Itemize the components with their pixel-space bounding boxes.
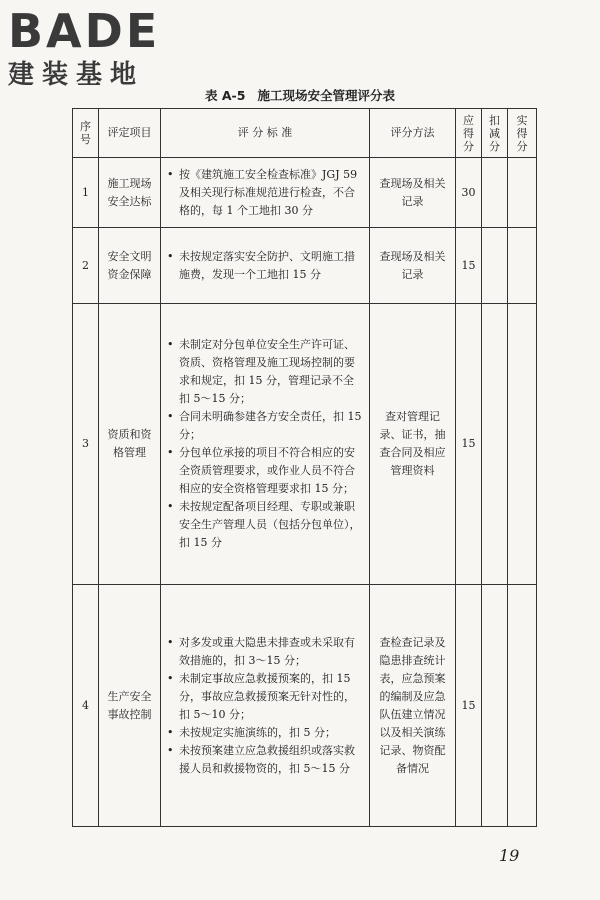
header-row [73, 109, 537, 158]
row-due: 15 [456, 585, 482, 827]
row-deduct [482, 228, 508, 304]
standard-item: • 未按预案建立应急救援组织或落实救援人员和救援物资的，扣 5～15 分 [167, 742, 363, 778]
row-no: 2 [73, 228, 99, 304]
row-item: 施工现场安全达标 [99, 158, 161, 228]
standard-item: • 合同未明确参建各方安全责任，扣 15 分； [167, 408, 363, 444]
table-row [73, 304, 537, 585]
row-standard [161, 585, 370, 827]
row-no: 1 [73, 158, 99, 228]
header-no: 序号 [73, 109, 99, 158]
row-standard [161, 304, 370, 585]
page-number: 19 [499, 846, 520, 865]
logo-text-cn: 建装基地 [8, 60, 145, 90]
header-due: 应得分 [456, 109, 482, 158]
row-item: 安全文明资金保障 [99, 228, 161, 304]
row-item: 生产安全事故控制 [99, 585, 161, 827]
table-number: 表 A-5 [205, 88, 246, 103]
row-actual [508, 304, 537, 585]
row-deduct [482, 585, 508, 827]
table-row [73, 228, 537, 304]
standard-item: • 未按规定实施演练的，扣 5 分； [167, 724, 363, 742]
standard-item: • 按《建筑施工安全检查标准》JGJ 59 及相关现行标准规范进行检查，不合格的，每 1 个工地扣 30 分 [167, 166, 363, 220]
row-actual [508, 585, 537, 827]
standard-item: • 未制定事故应急救援预案的，扣 15 分，事故应急救援预案无针对性的，扣 5～10 分； [167, 670, 363, 724]
row-method: 查现场及相关记录 [370, 228, 456, 304]
row-method: 查检查记录及隐患排查统计表，应急预案的编制及应急队伍建立情况以及相关演练记录、物资配备情况 [370, 585, 456, 827]
row-due: 15 [456, 228, 482, 304]
row-method: 查现场及相关记录 [370, 158, 456, 228]
row-no: 3 [73, 304, 99, 585]
score-table [72, 108, 537, 827]
row-method: 查对管理记录、证书，抽查合同及相应管理资料 [370, 304, 456, 585]
table-title [0, 86, 600, 104]
table-caption: 施工现场安全管理评分表 [257, 88, 395, 103]
row-actual [508, 158, 537, 228]
row-deduct [482, 304, 508, 585]
standard-item: • 未按规定落实安全防护、文明施工措施费，发现一个工地扣 15 分 [167, 248, 363, 284]
standard-item: • 未按规定配备项目经理、专职或兼职安全生产管理人员（包括分包单位），扣 15 分 [167, 498, 363, 552]
header-actual: 实得分 [508, 109, 537, 158]
header-deduct: 扣减分 [482, 109, 508, 158]
row-due: 15 [456, 304, 482, 585]
standard-item: • 未制定对分包单位安全生产许可证、资质、资格管理及施工现场控制的要求和规定，扣 15 分，管理记录不全扣 5～15 分； [167, 336, 363, 408]
header-standard: 评 分 标 准 [161, 109, 370, 158]
row-standard [161, 228, 370, 304]
logo-text-en: BADE [8, 4, 161, 58]
table-row [73, 158, 537, 228]
row-standard [161, 158, 370, 228]
row-deduct [482, 158, 508, 228]
publisher-logo [8, 6, 160, 90]
header-item: 评定项目 [99, 109, 161, 158]
row-no: 4 [73, 585, 99, 827]
row-item: 资质和资格管理 [99, 304, 161, 585]
row-due: 30 [456, 158, 482, 228]
header-method: 评分方法 [370, 109, 456, 158]
table-row [73, 585, 537, 827]
standard-item: • 分包单位承接的项目不符合相应的安全资质管理要求，或作业人员不符合相应的安全资格管理要求扣 15 分； [167, 444, 363, 498]
row-actual [508, 228, 537, 304]
standard-item: • 对多发或重大隐患未排查或未采取有效措施的，扣 3～15 分； [167, 634, 363, 670]
